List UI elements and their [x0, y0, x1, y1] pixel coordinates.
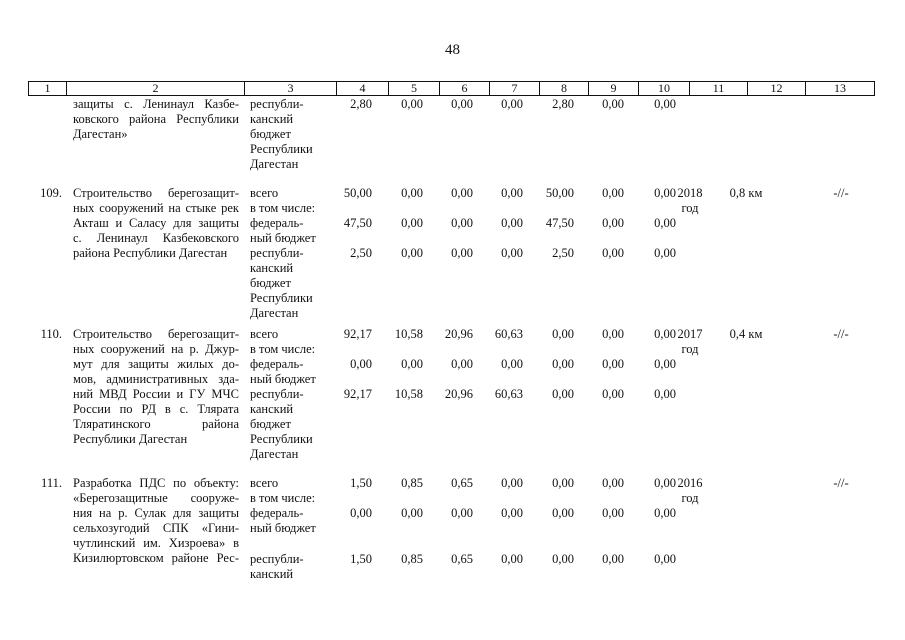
- value-cell: 0,65: [451, 552, 473, 566]
- value-cell: 0,00: [552, 327, 574, 341]
- header-col-2: 2: [66, 82, 244, 95]
- value-cell: 0,00: [401, 246, 423, 260]
- value-cell: 0,00: [602, 357, 624, 371]
- header-col-3: 3: [244, 82, 336, 95]
- row-funding-federal: федераль- ный бюджет: [250, 506, 316, 535]
- value-cell: 60,63: [494, 387, 523, 401]
- value-cell: 0,00: [401, 216, 423, 230]
- value-cell: 20,96: [444, 327, 473, 341]
- value-cell: 0,00: [350, 506, 372, 520]
- row-note: -//-: [833, 476, 849, 490]
- row-note: -//-: [833, 327, 849, 341]
- value-cell: 0,00: [602, 97, 624, 111]
- value-cell: 0,00: [654, 327, 676, 341]
- row-description: Разработка ПДС по объекту: «Берегозащитные сооруже- ния на р. Сулак для защиты сельхозугодий СПК «Гини- чутлинский им. Хизроева» в Кизилюртовском районе Рес-: [73, 476, 239, 565]
- value-cell: 0,00: [602, 186, 624, 200]
- row-number: 110.: [40, 327, 62, 341]
- header-col-10: 10: [638, 82, 689, 95]
- value-cell: 0,00: [654, 186, 676, 200]
- row-funding-source: республи- канский бюджет Республики Дагестан: [250, 97, 313, 171]
- header-col-7: 7: [489, 82, 539, 95]
- row-description: Строительство берегозащит- ных сооружений на стыке рек Акташ и Саласу для защиты с. Ленинаул Казбековского района Республики Дагестан: [73, 186, 239, 260]
- row-year: 2017 год: [677, 327, 703, 356]
- value-cell: 0,00: [602, 552, 624, 566]
- row-funding-republic: республи- канский бюджет Республики Дагестан: [250, 387, 313, 461]
- row-description: защиты с. Ленинаул Казбе- ковского района Республики Дагестан»: [73, 97, 239, 141]
- row-year: 2016 год: [677, 476, 703, 505]
- value-cell: 92,17: [343, 327, 372, 341]
- value-cell: 0,00: [501, 506, 523, 520]
- value-cell: 0,00: [401, 506, 423, 520]
- header-col-8: 8: [539, 82, 588, 95]
- header-col-5: 5: [388, 82, 439, 95]
- value-cell: 10,58: [394, 327, 423, 341]
- value-cell: 0,00: [451, 357, 473, 371]
- header-col-6: 6: [439, 82, 489, 95]
- row-funding-total: всего в том числе:: [250, 476, 316, 505]
- header-col-1: 1: [28, 82, 66, 95]
- value-cell: 0,00: [451, 97, 473, 111]
- value-cell: 1,50: [350, 476, 372, 490]
- value-cell: 2,50: [552, 246, 574, 260]
- row-funding-federal: федераль- ный бюджет: [250, 357, 316, 386]
- value-cell: 0,00: [654, 97, 676, 111]
- header-col-4: 4: [336, 82, 388, 95]
- header-col-9: 9: [588, 82, 638, 95]
- value-cell: 47,50: [545, 216, 574, 230]
- value-cell: 92,17: [343, 387, 372, 401]
- value-cell: 0,00: [654, 216, 676, 230]
- value-cell: 0,00: [552, 552, 574, 566]
- value-cell: 50,00: [343, 186, 372, 200]
- header-col-11: 11: [689, 82, 747, 95]
- row-number: 111.: [41, 476, 62, 490]
- value-cell: 0,85: [401, 552, 423, 566]
- value-cell: 0,00: [501, 216, 523, 230]
- value-cell: 2,80: [552, 97, 574, 111]
- table-header-row: [28, 81, 875, 96]
- value-cell: 0,00: [451, 506, 473, 520]
- value-cell: 0,00: [654, 246, 676, 260]
- value-cell: 0,00: [401, 97, 423, 111]
- value-cell: 0,00: [602, 506, 624, 520]
- value-cell: 0,00: [501, 97, 523, 111]
- value-cell: 0,00: [501, 476, 523, 490]
- value-cell: 0,00: [602, 476, 624, 490]
- value-cell: 0,00: [552, 476, 574, 490]
- value-cell: 0,00: [654, 387, 676, 401]
- value-cell: 0,00: [501, 246, 523, 260]
- value-cell: 0,00: [350, 357, 372, 371]
- value-cell: 0,00: [602, 246, 624, 260]
- value-cell: 20,96: [444, 387, 473, 401]
- value-cell: 0,00: [654, 552, 676, 566]
- row-description: Строительство берегозащит- ных сооружений на р. Джур- мут для защиты жилых до- мов, административных зда- ний МВД России и ГУ МЧС России по РД в с. Тлярата Тляратинского района Республики Дагестан: [73, 327, 239, 446]
- row-note: -//-: [833, 186, 849, 200]
- value-cell: 0,00: [401, 357, 423, 371]
- row-funding-federal: федераль- ный бюджет: [250, 216, 316, 245]
- row-length: 0,4 км: [729, 327, 763, 341]
- row-length: 0,8 км: [729, 186, 763, 200]
- value-cell: 2,80: [350, 97, 372, 111]
- value-cell: 0,00: [401, 186, 423, 200]
- value-cell: 0,00: [501, 186, 523, 200]
- value-cell: 0,00: [552, 506, 574, 520]
- row-funding-total: всего в том числе:: [250, 327, 316, 356]
- value-cell: 2,50: [350, 246, 372, 260]
- row-funding-total: всего в том числе:: [250, 186, 316, 215]
- value-cell: 0,85: [401, 476, 423, 490]
- value-cell: 47,50: [343, 216, 372, 230]
- row-funding-republic: республи- канский бюджет Республики Дагестан: [250, 246, 313, 320]
- value-cell: 0,00: [654, 476, 676, 490]
- value-cell: 0,00: [552, 387, 574, 401]
- header-col-13: 13: [805, 82, 875, 95]
- row-number: 109.: [40, 186, 62, 200]
- value-cell: 0,00: [451, 216, 473, 230]
- value-cell: 0,65: [451, 476, 473, 490]
- value-cell: 0,00: [451, 246, 473, 260]
- row-funding-republic: республи- канский: [250, 552, 304, 581]
- value-cell: 0,00: [654, 357, 676, 371]
- value-cell: 0,00: [451, 186, 473, 200]
- value-cell: 0,00: [552, 357, 574, 371]
- value-cell: 0,00: [602, 216, 624, 230]
- page-number: 48: [445, 42, 460, 58]
- value-cell: 0,00: [501, 552, 523, 566]
- value-cell: 0,00: [602, 327, 624, 341]
- value-cell: 0,00: [501, 357, 523, 371]
- value-cell: 1,50: [350, 552, 372, 566]
- row-year: 2018 год: [677, 186, 703, 215]
- value-cell: 60,63: [494, 327, 523, 341]
- value-cell: 50,00: [545, 186, 574, 200]
- header-col-12: 12: [747, 82, 805, 95]
- value-cell: 10,58: [394, 387, 423, 401]
- value-cell: 0,00: [654, 506, 676, 520]
- value-cell: 0,00: [602, 387, 624, 401]
